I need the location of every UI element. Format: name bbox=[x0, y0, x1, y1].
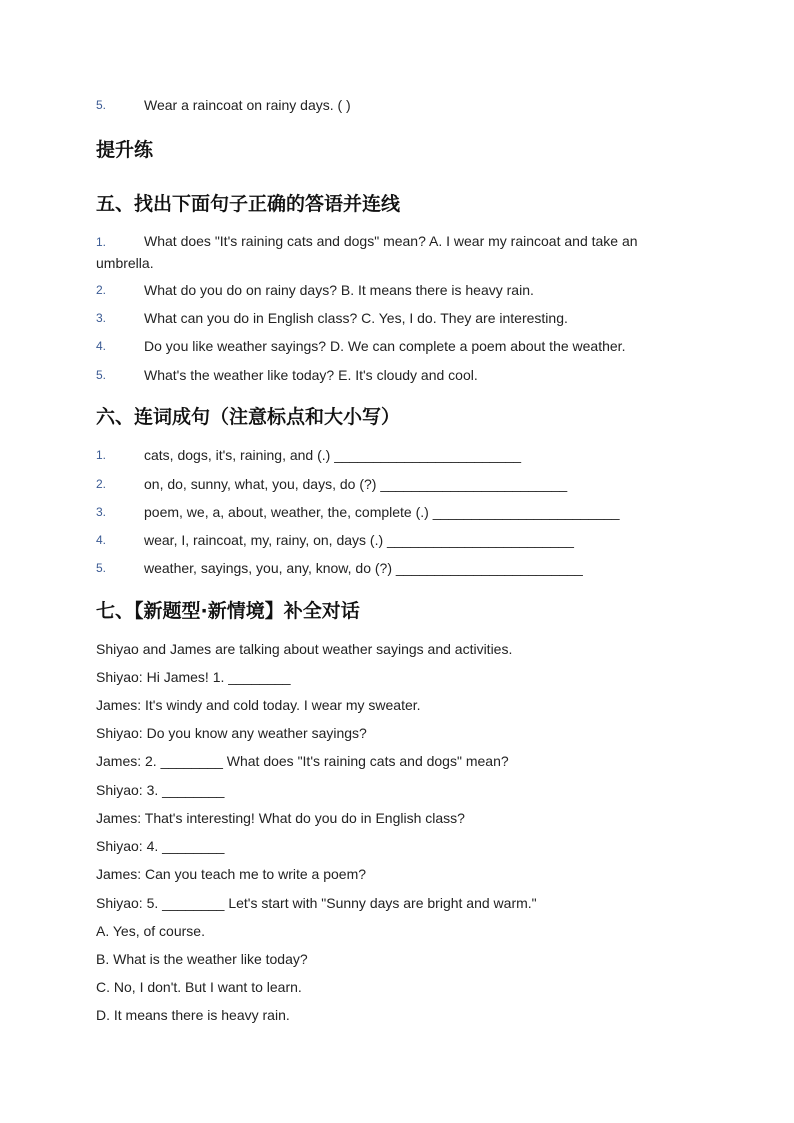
answer-option: A. Yes, of course. bbox=[96, 923, 205, 939]
item-text: What can you do in English class? C. Yes, I do. They are interesting. bbox=[144, 310, 568, 326]
item-number: 4. bbox=[96, 533, 107, 547]
item-number: 1. bbox=[96, 235, 107, 249]
item-text: What's the weather like today? E. It's cloudy and cool. bbox=[144, 367, 478, 383]
item-number: 5. bbox=[96, 561, 107, 575]
item-text: on, do, sunny, what, you, days, do (?) ________________________ bbox=[144, 476, 568, 492]
item-number: 4. bbox=[96, 339, 107, 353]
dialogue-line: James: Can you teach me to write a poem? bbox=[96, 866, 367, 882]
list-item bbox=[96, 231, 696, 274]
dialogue-line: James: That's interesting! What do you do in English class? bbox=[96, 810, 465, 826]
section-heading-tisheng: 提升练 bbox=[96, 139, 154, 161]
dialogue-line: James: 2. ________ What does "It's raining cats and dogs" mean? bbox=[96, 753, 509, 769]
item-text: poem, we, a, about, weather, the, complete (.) ________________________ bbox=[144, 504, 620, 520]
section-5-title: 五、找出下面句子正确的答语并连线 bbox=[96, 193, 401, 215]
item-number: 3. bbox=[96, 505, 107, 519]
item-text: What do you do on rainy days? B. It means there is heavy rain. bbox=[144, 282, 534, 298]
dialogue-line: Shiyao: Hi James! 1. ________ bbox=[96, 669, 291, 685]
item-text: cats, dogs, it's, raining, and (.) ________________________ bbox=[144, 447, 522, 463]
item-text: wear, I, raincoat, my, rainy, on, days (.) ________________________ bbox=[144, 532, 574, 548]
section-6-title: 六、连词成句（注意标点和大小写） bbox=[96, 406, 401, 428]
answer-option: C. No, I don't. But I want to learn. bbox=[96, 979, 302, 995]
dialogue-line: Shiyao: 5. ________ Let's start with "Sunny days are bright and warm." bbox=[96, 895, 537, 911]
dialogue-intro: Shiyao and James are talking about weather sayings and activities. bbox=[96, 641, 513, 657]
item-text: What does "It's raining cats and dogs" mean? A. I wear my raincoat and take an umbrella. bbox=[96, 233, 638, 271]
item-text: Do you like weather sayings? D. We can complete a poem about the weather. bbox=[144, 338, 626, 354]
item-number: 1. bbox=[96, 448, 107, 462]
answer-option: B. What is the weather like today? bbox=[96, 951, 308, 967]
item-number: 5. bbox=[96, 98, 107, 112]
dialogue-line: Shiyao: Do you know any weather sayings? bbox=[96, 725, 367, 741]
dialogue-line: James: It's windy and cold today. I wear my sweater. bbox=[96, 697, 421, 713]
item-number: 3. bbox=[96, 311, 107, 325]
item-text: weather, sayings, you, any, know, do (?) ________________________ bbox=[144, 560, 583, 576]
dialogue-line: Shiyao: 4. ________ bbox=[96, 838, 225, 854]
section-7-title: 七、【新题型·新情境】补全对话 bbox=[96, 600, 360, 622]
item-number: 2. bbox=[96, 283, 107, 297]
item-number: 5. bbox=[96, 368, 107, 382]
item-number: 2. bbox=[96, 477, 107, 491]
item-text: Wear a raincoat on rainy days. ( ) bbox=[144, 97, 351, 113]
answer-option: D. It means there is heavy rain. bbox=[96, 1007, 290, 1023]
dialogue-line: Shiyao: 3. ________ bbox=[96, 782, 225, 798]
